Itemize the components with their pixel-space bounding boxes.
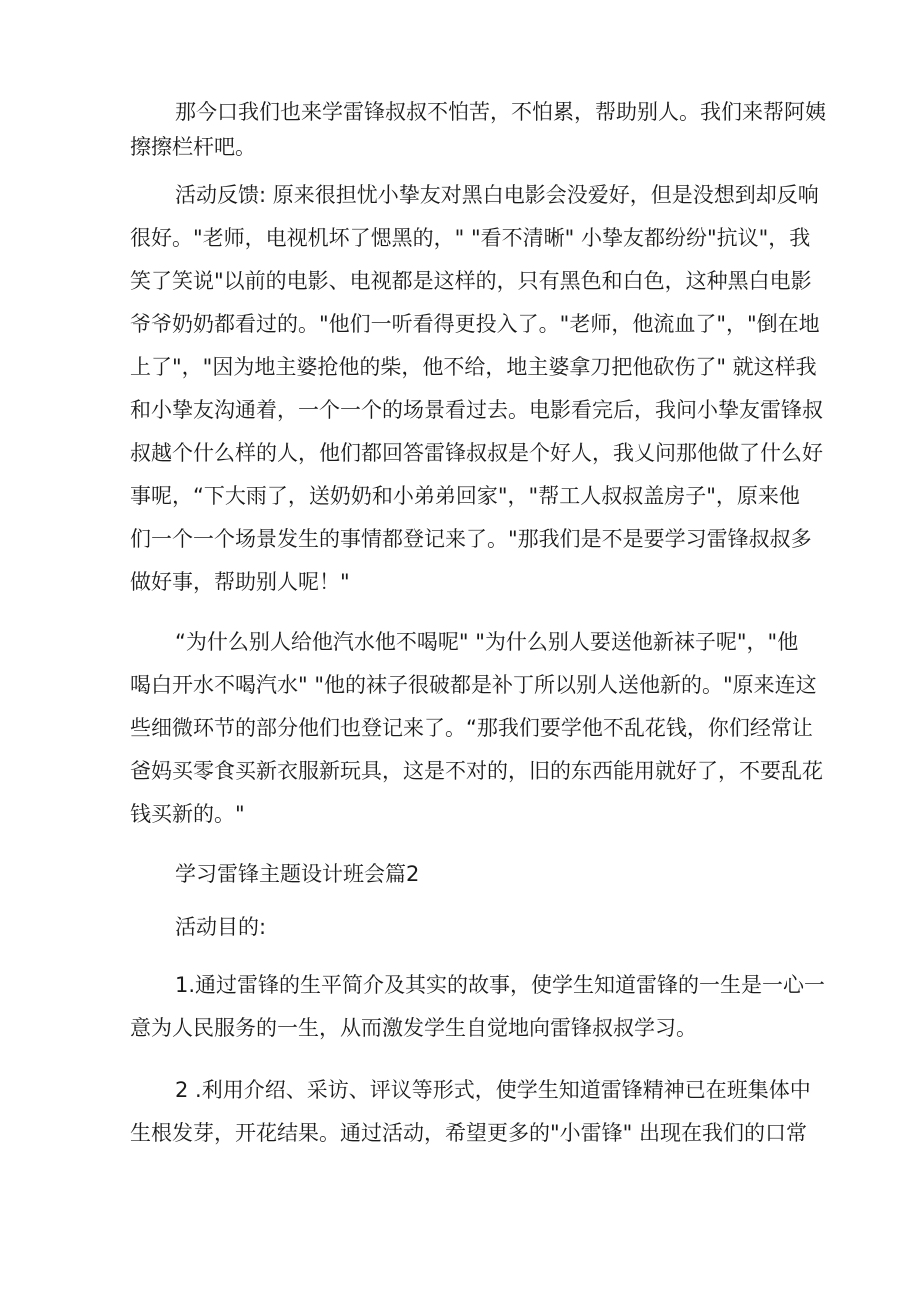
paragraph-line: 爷爷奶奶都看过的。"他们一听看得更投入了。"老师，他流血了"，"倒在地 [130,312,820,336]
paragraph-line: 那今口我们也来学雷锋叔叔不怕苦，不怕累，帮助别人。我们来帮阿姨 [175,100,826,124]
paragraph-line: 意为人民服务的一生，从而激发学生自觉地向雷锋叔叔学习。 [130,1016,697,1040]
paragraph-line: “为什么别人给他汽水他不喝呢" "为什么别人要送他新袜子呢"，"他 [175,630,799,654]
paragraph-line: 做好事，帮助别人呢！" [130,570,350,594]
paragraph-line: 钱买新的。" [130,802,245,826]
paragraph-line: 1.通过雷锋的生平简介及其实的故事，使学生知道雷锋的一生是一心一 [175,973,826,997]
paragraph-line: 些细微环节的部分他们也登记来了。“那我们要学他不乱花钱，你们经常让 [130,716,813,740]
paragraph-line: 事呢，“下大雨了，送奶奶和小弟弟回家"，"帮工人叔叔盖房子"，原来他 [130,484,800,508]
subheading: 活动目的: [175,915,267,939]
section-heading: 学习雷锋主题设计班会篇2 [175,862,420,886]
paragraph-line: 2 .利用介绍、采访、评议等形式，使学生知道雷锋精神已在班集体中 [175,1078,811,1102]
paragraph-line: 生根发芽，开花结果。通过活动，希望更多的"小雷锋" 出现在我们的口常 [130,1121,807,1145]
paragraph-line: 喝白开水不喝汽水" "他的袜子很破都是补丁所以别人送他新的。"原来连这 [130,673,817,697]
paragraph-line: 很好。"老师，电视机坏了愢黑的，" "看不清晰" 小挚友都纷纷"抗议"，我 [130,226,811,250]
paragraph-line: 擦擦栏杆吧。 [130,135,256,159]
paragraph-line: 笑了笑说"以前的电影、电视都是这样的，只有黑色和白色，这种黑白电影 [130,269,812,293]
paragraph-line: 爸妈买零食买新衣服新玩具，这是不对的，旧的东西能用就好了，不要乱花 [130,759,823,783]
paragraph-line: 叔越个什么样的人，他们都回答雷锋叔叔是个好人，我乂问那他做了什么好 [130,441,823,465]
paragraph-line: 们一个一个场景发生的事情都登记来了。"那我们是不是要学习雷锋叔叔多 [130,527,812,551]
paragraph-line: 活动反馈: 原来很担忧小挚友对黑白电影会没爱好，但是没想到却反响 [175,183,819,207]
paragraph-line: 和小挚友沟通着，一个一个的场景看过去。电影看完后，我问小挚友雷锋叔 [130,398,823,422]
paragraph-line: 上了"，"因为地主婆抢他的柴，他不给，地主婆拿刀把他砍伤了" 就这样我 [130,355,817,379]
